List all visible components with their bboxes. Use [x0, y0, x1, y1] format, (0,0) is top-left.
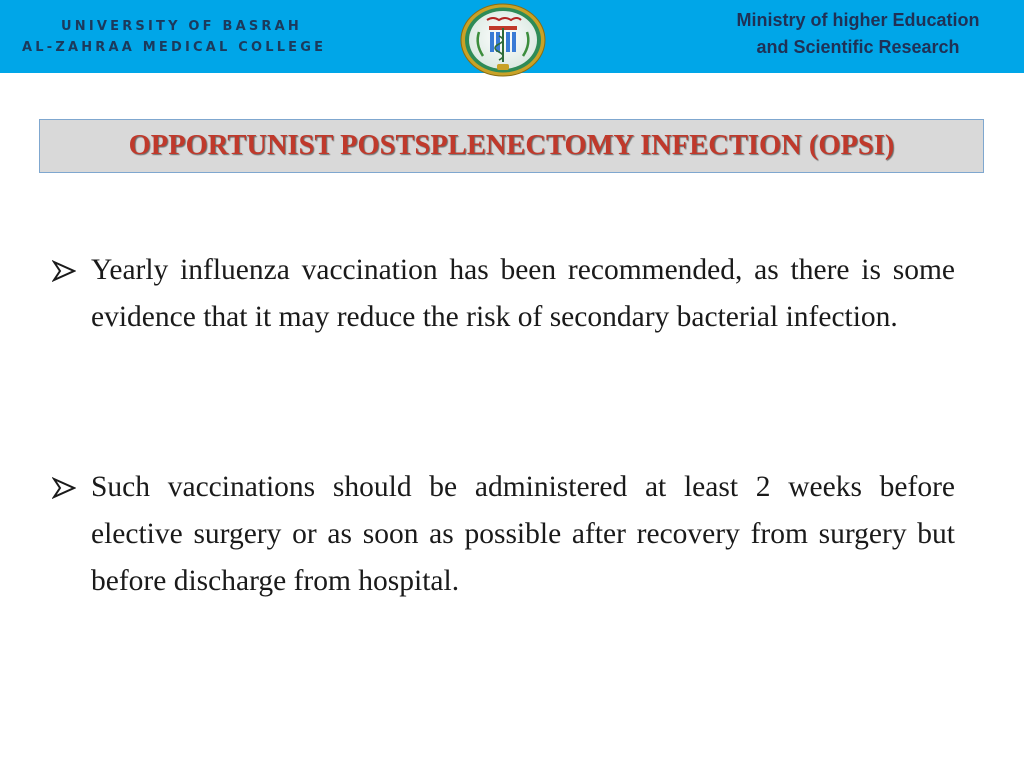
bullet-text: Such vaccinations should be administered at least 2 weeks before elective surgery or as soon as possible after recovery from surgery but before discharge from hospital. — [91, 471, 955, 597]
slide-title: OPPORTUNIST POSTSPLENECTOMY INFECTION (OPSI) — [128, 130, 895, 161]
header-bar — [0, 0, 1024, 73]
bullet-item — [52, 247, 955, 341]
college-logo-icon — [459, 2, 547, 78]
slide-title-box — [39, 119, 984, 173]
ministry-line2: and Scientific Research — [756, 37, 960, 57]
arrow-bullet-icon — [52, 477, 76, 499]
bullet-text: Yearly influenza vaccination has been recommended, as there is some evidence that it may reduce the risk of secondary bacterial infection. — [91, 254, 955, 333]
ministry-name — [700, 7, 1016, 61]
university-name-line1: UNIVERSITY OF BASRAH — [61, 19, 302, 34]
ministry-line1: Ministry of higher Education — [736, 10, 980, 30]
college-name-line2: AL-ZAHRAA MEDICAL COLLEGE — [22, 40, 327, 55]
university-name — [22, 16, 326, 58]
bullet-item — [52, 464, 955, 605]
arrow-bullet-icon — [52, 260, 76, 282]
